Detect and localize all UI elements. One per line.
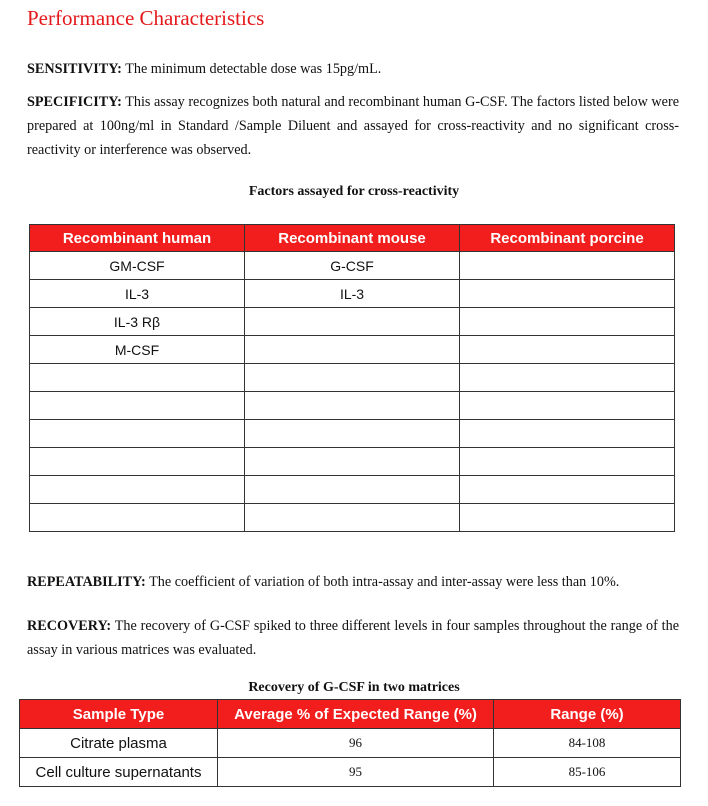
specificity-label: SPECIFICITY: (27, 94, 122, 110)
header-recombinant-porcine: Recombinant porcine (460, 225, 675, 252)
repeatability-paragraph (27, 570, 679, 594)
table-cell: G-CSF (245, 252, 460, 280)
sensitivity-text: The minimum detectable dose was 15pg/mL. (121, 61, 382, 77)
table-cell (245, 336, 460, 364)
table-cell (245, 476, 460, 504)
cross-reactivity-caption: Factors assayed for cross-reactivity (248, 184, 460, 199)
recovery-paragraph (27, 614, 679, 662)
table-row (30, 420, 675, 448)
table-cell (460, 392, 675, 420)
header-range: Range (%) (494, 700, 681, 729)
table-cell (460, 364, 675, 392)
table-cell (245, 392, 460, 420)
table-cell: 84-108 (494, 729, 681, 758)
table-row (30, 448, 675, 476)
specificity-text: This assay recognizes both natural and recombinant human G-CSF. The factors listed below were prepared at 100ng/ml in Standard /Sample Diluent and assayed for cross-reactivity and no significant cross-reactivity or interference was observed. (27, 94, 679, 158)
table-cell (30, 448, 245, 476)
table-cell (245, 448, 460, 476)
table-row (30, 476, 675, 504)
specificity-paragraph (27, 90, 679, 162)
table-row (30, 364, 675, 392)
header-recombinant-human: Recombinant human (30, 225, 245, 252)
table-cell: 95 (218, 758, 494, 787)
table-cell: IL-3 Rβ (30, 308, 245, 336)
repeatability-text: The coefficient of variation of both intra-assay and inter-assay were less than 10%. (145, 574, 620, 590)
recovery-table (19, 699, 681, 787)
table-row (30, 252, 675, 280)
table-row (30, 504, 675, 532)
table-cell: GM-CSF (30, 252, 245, 280)
header-sample-type: Sample Type (20, 700, 218, 729)
recovery-caption: Recovery of G-CSF in two matrices (248, 680, 460, 695)
table-cell (245, 420, 460, 448)
cross-reactivity-table (29, 224, 675, 532)
header-average-expected: Average % of Expected Range (%) (218, 700, 494, 729)
table-row (30, 336, 675, 364)
table-cell (245, 364, 460, 392)
table-cell (30, 420, 245, 448)
header-recombinant-mouse: Recombinant mouse (245, 225, 460, 252)
table-row (30, 280, 675, 308)
table-row (20, 758, 681, 787)
table-header-row (20, 700, 681, 729)
table-cell (460, 252, 675, 280)
table-cell (30, 392, 245, 420)
table-cell (460, 504, 675, 532)
table-cell (30, 504, 245, 532)
table-cell: IL-3 (30, 280, 245, 308)
table-cell: M-CSF (30, 336, 245, 364)
table-cell (245, 504, 460, 532)
table-cell: 85-106 (494, 758, 681, 787)
table-cell: 96 (218, 729, 494, 758)
table-row (20, 729, 681, 758)
table-cell: IL-3 (245, 280, 460, 308)
sensitivity-paragraph (27, 57, 679, 81)
page-title: Performance Characteristics (27, 6, 265, 30)
table-cell (30, 476, 245, 504)
table-cell (30, 364, 245, 392)
table-cell: Cell culture supernatants (20, 758, 218, 787)
repeatability-label: REPEATABILITY: (27, 574, 146, 590)
recovery-label: RECOVERY: (27, 618, 112, 634)
sensitivity-label: SENSITIVITY: (27, 61, 122, 77)
table-cell (460, 308, 675, 336)
recovery-text: The recovery of G-CSF spiked to three different levels in four samples throughout the range of the assay in various matrices was evaluated. (27, 618, 679, 658)
table-cell (460, 448, 675, 476)
table-cell: Citrate plasma (20, 729, 218, 758)
table-cell (460, 420, 675, 448)
table-cell (460, 280, 675, 308)
table-cell (460, 336, 675, 364)
table-cell (245, 308, 460, 336)
table-row (30, 392, 675, 420)
table-cell (460, 476, 675, 504)
table-row (30, 308, 675, 336)
table-header-row (30, 225, 675, 252)
